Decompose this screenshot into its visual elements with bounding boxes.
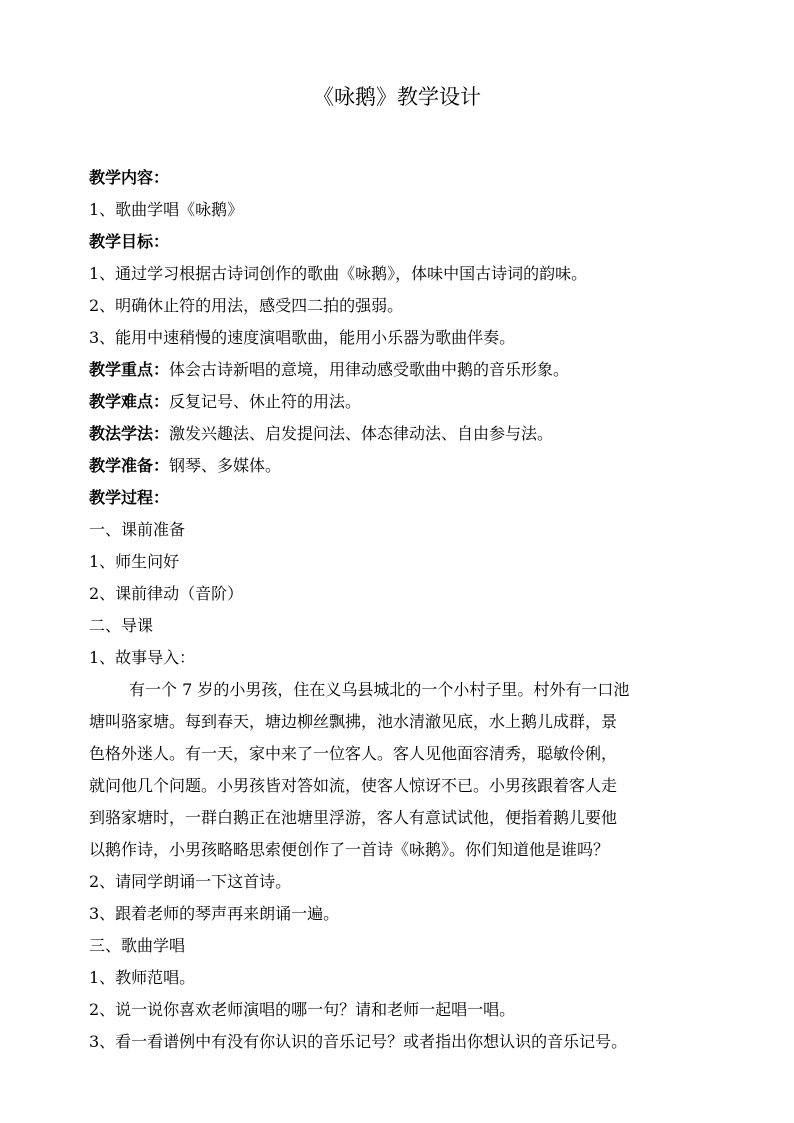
section-title: 一、课前准备 [89, 520, 186, 539]
goals-heading: 教学目标： [89, 232, 170, 251]
list-item: 1、故事导入： [89, 648, 196, 667]
key-point-line [89, 354, 569, 386]
story-paragraph-line: 到骆家塘时，一群白鹅正在池塘里浮游，客人有意试试他，便指着鹅儿要他 [89, 808, 618, 827]
preparation-text: 钢琴、多媒体。 [169, 456, 282, 475]
section-title: 三、歌曲学唱 [89, 936, 186, 955]
methods-label: 教法学法： [89, 424, 170, 443]
story-paragraph-line: 塘叫骆家塘。每到春天，塘边柳丝飘拂，池水清澈见底，水上鹅儿成群，景 [89, 712, 618, 731]
difficulty-line [89, 386, 361, 418]
page-title: 《咏鹅》教学设计 [313, 85, 481, 109]
difficulty-label: 教学难点： [89, 392, 170, 411]
list-item: 3、跟着老师的琴声再来朗诵一遍。 [89, 904, 340, 923]
methods-text: 激发兴趣法、启发提问法、体态律动法、自由参与法。 [169, 424, 554, 443]
key-point-text: 体会古诗新唱的意境，用律动感受歌曲中鹅的音乐形象。 [169, 360, 570, 379]
list-item: 1、教师范唱。 [89, 968, 196, 987]
list-item: 2、请同学朗诵一下这首诗。 [89, 872, 292, 891]
content-item: 1、歌曲学唱《咏鹅》 [89, 200, 244, 219]
process-heading: 教学过程： [89, 488, 170, 507]
story-paragraph-line: 色格外迷人。有一天，家中来了一位客人。客人见他面容清秀，聪敏伶俐， [89, 744, 618, 763]
preparation-line [89, 450, 281, 482]
goal-item: 3、能用中速稍慢的速度演唱歌曲，能用小乐器为歌曲伴奏。 [89, 328, 516, 347]
content-heading: 教学内容： [89, 168, 170, 187]
goal-item: 2、明确休止符的用法，感受四二拍的强弱。 [89, 296, 404, 315]
list-item: 2、说一说你喜欢老师演唱的哪一句？请和老师一起唱一唱。 [89, 1000, 516, 1019]
goal-item: 1、通过学习根据古诗词创作的歌曲《咏鹅》，体味中国古诗词的韵味。 [89, 264, 588, 283]
methods-line [89, 418, 553, 450]
story-paragraph-line: 有一个 7 岁的小男孩，住在义乌县城北的一个小村子里。村外有一口池 [129, 680, 630, 699]
list-item: 3、看一看谱例中有没有你认识的音乐记号？或者指出你想认识的音乐记号。 [89, 1032, 628, 1051]
story-paragraph-line: 以鹅作诗，小男孩略略思索便创作了一首诗《咏鹅》。你们知道他是谁吗？ [89, 840, 610, 859]
list-item: 1、师生问好 [89, 552, 180, 571]
section-title: 二、导课 [89, 616, 154, 635]
list-item: 2、课前律动（音阶） [89, 584, 244, 603]
difficulty-text: 反复记号、休止符的用法。 [169, 392, 362, 411]
preparation-label: 教学准备： [89, 456, 170, 475]
story-paragraph-line: 就问他几个问题。小男孩皆对答如流，使客人惊讶不已。小男孩跟着客人走 [89, 776, 618, 795]
key-point-label: 教学重点： [89, 360, 170, 379]
